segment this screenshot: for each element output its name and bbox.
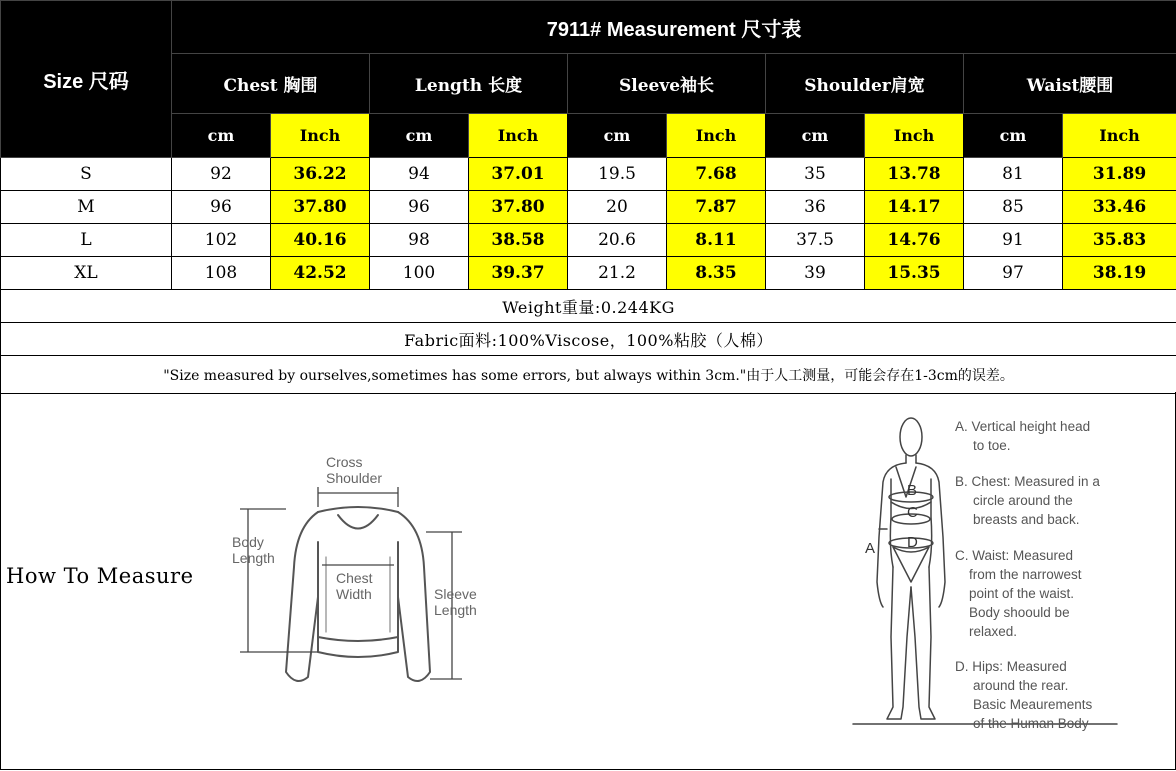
value-cell: 14.76 xyxy=(865,224,964,257)
size-rows xyxy=(1,158,1176,290)
how-to-measure-section xyxy=(0,392,1176,770)
unit-cm: cm xyxy=(964,114,1063,158)
value-cell: 108 xyxy=(172,257,271,290)
value-cell: 7.87 xyxy=(667,191,766,224)
size-cell: L xyxy=(1,224,172,257)
value-cell: 21.2 xyxy=(568,257,667,290)
value-cell: 15.35 xyxy=(865,257,964,290)
value-cell: 100 xyxy=(370,257,469,290)
value-cell: 38.58 xyxy=(469,224,568,257)
note-c: C. Waist: Measured from the narrowest point of the waist. Body shoould be relaxed. xyxy=(955,548,1082,639)
value-cell: 96 xyxy=(172,191,271,224)
value-cell: 36.22 xyxy=(271,158,370,191)
group-chest: Chest 胸围 xyxy=(172,54,370,114)
group-sleeve: Sleeve袖长 xyxy=(568,54,766,114)
unit-inch: Inch xyxy=(865,114,964,158)
value-cell: 102 xyxy=(172,224,271,257)
value-cell: 20.6 xyxy=(568,224,667,257)
unit-cm: cm xyxy=(766,114,865,158)
value-cell: 31.89 xyxy=(1063,158,1176,191)
value-cell: 37.5 xyxy=(766,224,865,257)
group-length: Length 长度 xyxy=(370,54,568,114)
chest-width-label: Chest Width xyxy=(336,570,373,602)
value-cell: 37.01 xyxy=(469,158,568,191)
size-cell: XL xyxy=(1,257,172,290)
value-cell: 20 xyxy=(568,191,667,224)
unit-inch: Inch xyxy=(1063,114,1176,158)
value-cell: 92 xyxy=(172,158,271,191)
value-cell: 98 xyxy=(370,224,469,257)
cross-shoulder-label: Cross Shoulder xyxy=(326,454,383,486)
note-a: A. Vertical height head to toe. xyxy=(955,419,1091,453)
value-cell: 94 xyxy=(370,158,469,191)
value-cell: 33.46 xyxy=(1063,191,1176,224)
value-cell: 42.52 xyxy=(271,257,370,290)
value-cell: 39.37 xyxy=(469,257,568,290)
unit-cm: cm xyxy=(370,114,469,158)
value-cell: 37.80 xyxy=(271,191,370,224)
weight-info: Weight重量:0.244KG xyxy=(1,290,1176,323)
size-header: Size 尺码 xyxy=(1,1,172,158)
table-row xyxy=(1,224,1176,257)
value-cell: 7.68 xyxy=(667,158,766,191)
value-cell: 37.80 xyxy=(469,191,568,224)
sleeve-length-label: Sleeve Length xyxy=(434,586,477,618)
value-cell: 38.19 xyxy=(1063,257,1176,290)
table-row xyxy=(1,158,1176,191)
garment-measure-diagram xyxy=(226,447,496,692)
label-d: D xyxy=(907,534,918,551)
how-to-measure-label: How To Measure xyxy=(6,564,194,588)
chart-title: 7911# Measurement 尺寸表 xyxy=(172,1,1176,54)
value-cell: 40.16 xyxy=(271,224,370,257)
note-d: D. Hips: Measured around the rear. Basic Meaurements of the Human Body xyxy=(955,659,1093,731)
fabric-info: Fabric面料:100%Viscose，100%粘胶（人棉） xyxy=(1,323,1176,356)
unit-cm: cm xyxy=(172,114,271,158)
table-row xyxy=(1,191,1176,224)
size-cell: M xyxy=(1,191,172,224)
value-cell: 19.5 xyxy=(568,158,667,191)
value-cell: 8.11 xyxy=(667,224,766,257)
unit-inch: Inch xyxy=(667,114,766,158)
value-cell: 13.78 xyxy=(865,158,964,191)
value-cell: 97 xyxy=(964,257,1063,290)
value-cell: 35 xyxy=(766,158,865,191)
value-cell: 91 xyxy=(964,224,1063,257)
measurement-disclaimer: "Size measured by ourselves,sometimes has some errors, but always within 3cm."由于人工测量，可能会存在1-3cm的误差。 xyxy=(1,356,1176,394)
value-cell: 39 xyxy=(766,257,865,290)
group-shoulder: Shoulder肩宽 xyxy=(766,54,964,114)
value-cell: 36 xyxy=(766,191,865,224)
label-b: B xyxy=(907,482,918,499)
value-cell: 96 xyxy=(370,191,469,224)
label-c: C xyxy=(907,504,918,521)
value-cell: 85 xyxy=(964,191,1063,224)
unit-cm: cm xyxy=(568,114,667,158)
value-cell: 35.83 xyxy=(1063,224,1176,257)
label-a: A xyxy=(865,540,876,557)
value-cell: 8.35 xyxy=(667,257,766,290)
group-waist: Waist腰围 xyxy=(964,54,1176,114)
table-row xyxy=(1,257,1176,290)
body-measure-diagram xyxy=(851,407,1121,737)
value-cell: 81 xyxy=(964,158,1063,191)
value-cell: 14.17 xyxy=(865,191,964,224)
size-cell: S xyxy=(1,158,172,191)
body-length-label: Body Length xyxy=(232,534,275,566)
unit-inch: Inch xyxy=(271,114,370,158)
unit-inch: Inch xyxy=(469,114,568,158)
note-b: B. Chest: Measured in a circle around the breasts and back. xyxy=(955,474,1100,527)
